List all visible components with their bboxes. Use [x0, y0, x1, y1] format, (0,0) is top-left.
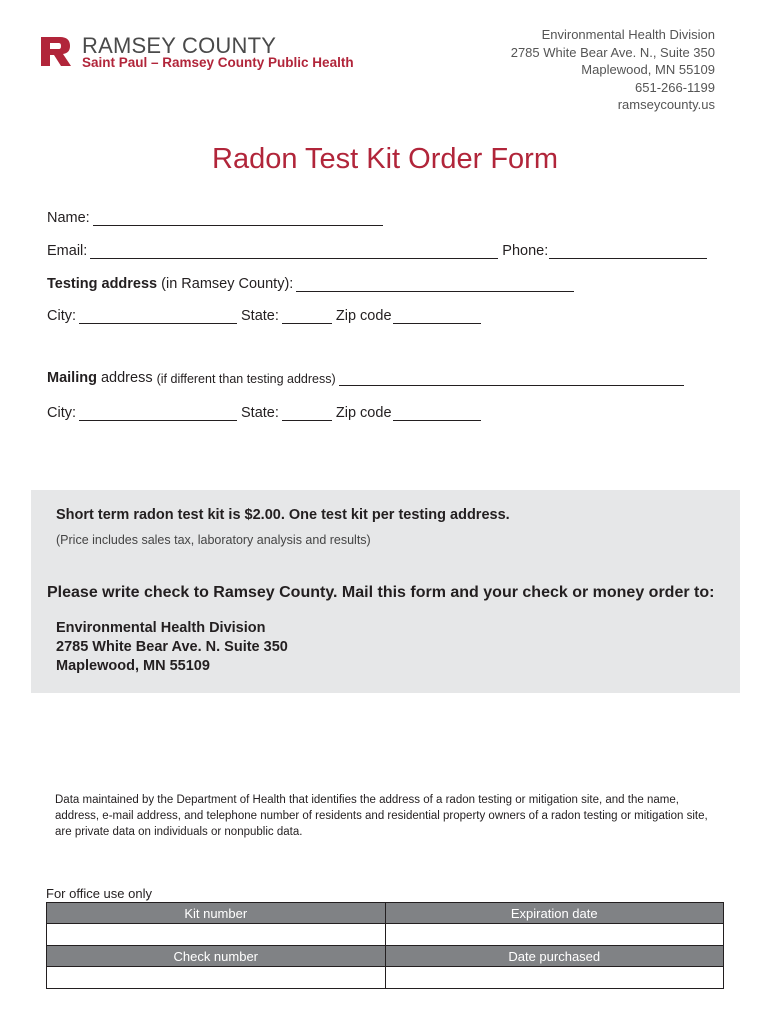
city-state-zip: Maplewood, MN 55109: [581, 62, 715, 77]
name-field[interactable]: [93, 212, 383, 226]
testing-city-field[interactable]: [79, 310, 237, 324]
email-label: Email:: [47, 243, 88, 259]
expiration-date-cell[interactable]: [385, 924, 724, 946]
street-address: 2785 White Bear Ave. N., Suite 350: [510, 44, 715, 60]
testing-state-field[interactable]: [282, 310, 332, 324]
state-label: State:: [241, 308, 279, 324]
price-note: (Price includes sales tax, laboratory analysis and results): [56, 533, 371, 547]
mailing-address-field[interactable]: [339, 372, 684, 386]
check-number-header: Check number: [47, 946, 386, 967]
mail-to-address: [56, 619, 288, 676]
mailing-city-row: [47, 405, 485, 421]
testing-city-row: [47, 308, 485, 324]
division-name: Environmental Health Division: [541, 27, 715, 42]
mailing-address-label: address: [100, 370, 153, 386]
mailing-city-field[interactable]: [79, 407, 237, 421]
testing-address-qualifier: (in Ramsey County):: [161, 276, 294, 292]
date-purchased-header: Date purchased: [385, 946, 724, 967]
kit-number-cell[interactable]: [47, 924, 386, 946]
phone-number: 651-266-1199: [635, 79, 715, 95]
testing-zip-field[interactable]: [393, 310, 481, 324]
state-label: State:: [241, 405, 279, 421]
expiration-date-header: Expiration date: [385, 903, 724, 924]
mailing-address-row: [47, 370, 688, 386]
city-label: City:: [47, 308, 76, 324]
testing-address-label: Testing address: [47, 276, 158, 292]
mailing-label: Mailing: [47, 370, 97, 386]
phone-label: Phone:: [502, 243, 549, 259]
contact-address-block: [511, 26, 715, 114]
name-label: Name:: [47, 210, 90, 226]
price-statement: Short term radon test kit is $2.00. One test kit per testing address.: [56, 507, 510, 523]
name-row: [47, 210, 387, 226]
website: ramseycounty.us: [617, 97, 715, 112]
check-instruction: Please write check to Ramsey County. Mail this form and your check or money order to:: [47, 584, 715, 601]
payment-info-box: [31, 490, 740, 693]
mailing-zip-field[interactable]: [393, 407, 481, 421]
office-use-label: For office use only: [46, 886, 152, 901]
email-field[interactable]: [90, 245, 498, 259]
email-phone-row: [47, 243, 711, 259]
ramsey-county-logo: [40, 33, 380, 75]
logo-county-name: RAMSEY COUNTY: [82, 33, 277, 58]
mail-to-line: Environmental Health Division: [56, 620, 266, 636]
city-label: City:: [47, 405, 76, 421]
kit-number-header: Kit number: [47, 903, 386, 924]
mailing-address-note: (if different than testing address): [156, 372, 336, 386]
date-purchased-cell[interactable]: [385, 967, 724, 989]
mailing-state-field[interactable]: [282, 407, 332, 421]
phone-field[interactable]: [549, 245, 707, 259]
page-title: Radon Test Kit Order Form: [212, 143, 558, 175]
testing-address-row: [47, 276, 578, 292]
privacy-notice: Data maintained by the Department of Health that identifies the address of a radon testing or mitigation site, and the name, address, e-mail address, and telephone number of residents and residential property owners of a radon testing or mitigation site, are private data on individuals or nonpublic data.: [55, 794, 708, 838]
ramsey-r-logo-icon: [40, 33, 74, 67]
zip-label: Zip code: [335, 405, 392, 421]
check-number-cell[interactable]: [47, 967, 386, 989]
logo-subtitle: Saint Paul – Ramsey County Public Health: [82, 55, 354, 70]
office-use-table: [46, 902, 724, 989]
testing-address-field[interactable]: [296, 278, 574, 292]
zip-label: Zip code: [335, 308, 392, 324]
mail-to-line: 2785 White Bear Ave. N. Suite 350: [56, 639, 288, 655]
mail-to-line: Maplewood, MN 55109: [56, 658, 210, 674]
